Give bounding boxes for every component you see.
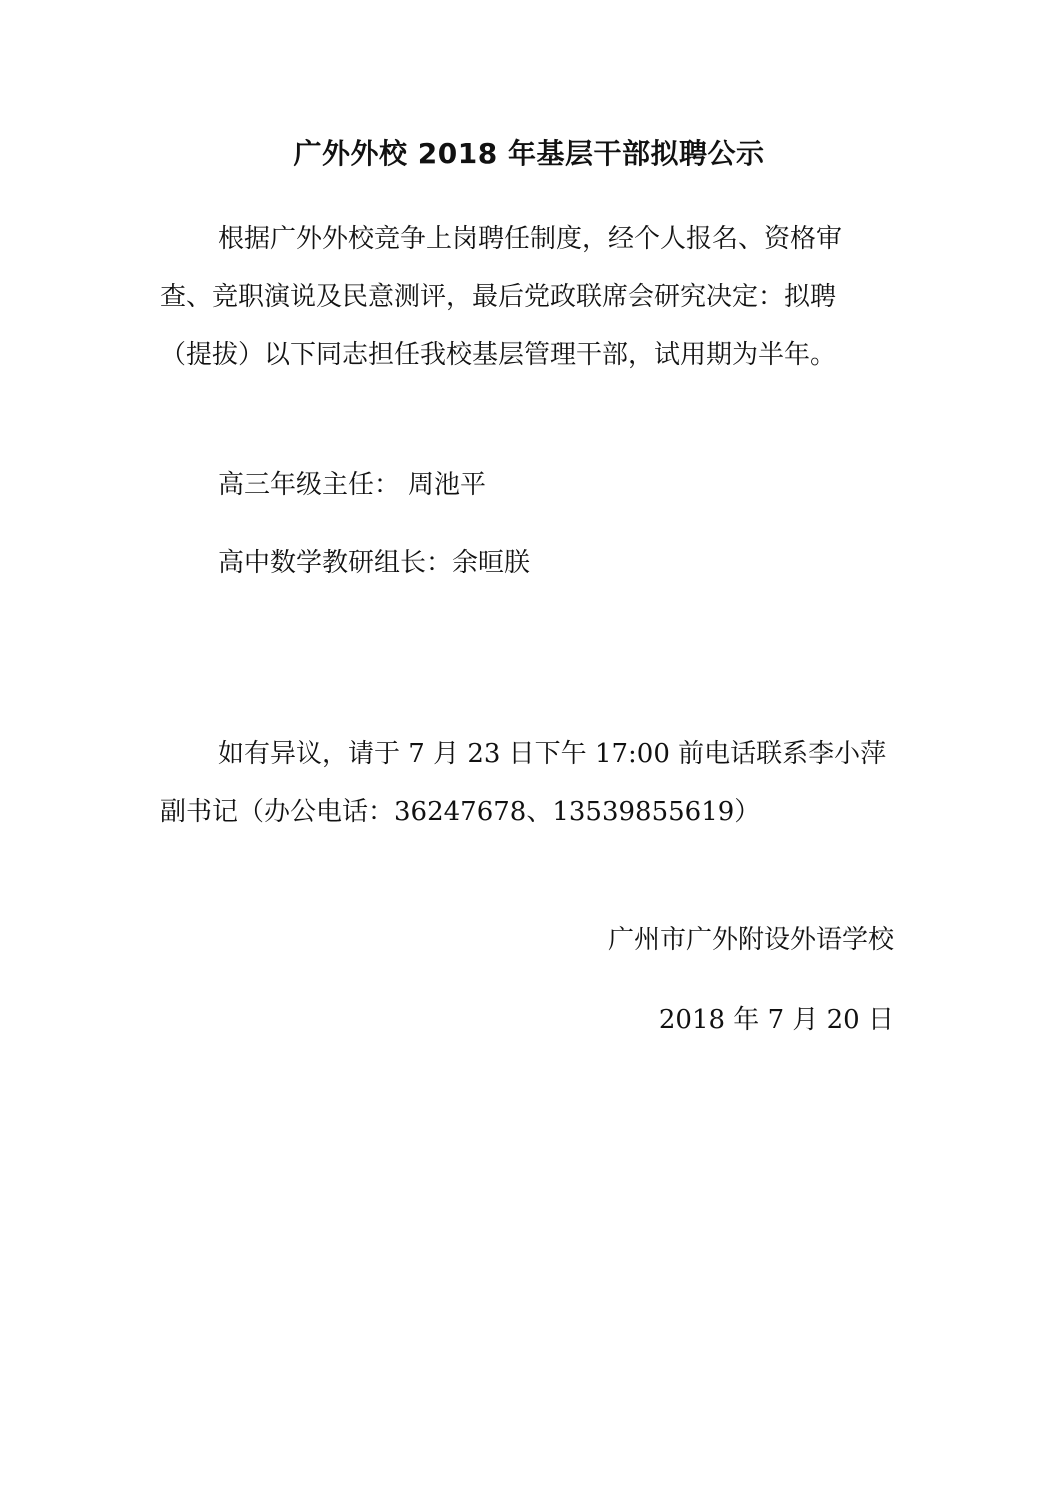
appointment-name: 余晅朕 xyxy=(452,548,531,578)
signature-organization: 广州市广外附设外语学校 xyxy=(607,925,894,955)
signature-date: 2018 年 7 月 20 日 xyxy=(658,1005,894,1035)
appointment-position: 高中数学教研组长： xyxy=(218,548,453,578)
appointment-line-1 xyxy=(218,468,486,502)
appointment-name: 周池平 xyxy=(408,470,487,500)
document-title: 广外外校 2018 年基层干部拟聘公示 xyxy=(293,137,765,170)
intro-paragraph: 根据广外外校竞争上岗聘任制度，经个人报名、资格审查、竞职演说及民意测评，最后党政联席会研究决定：拟聘（提拔）以下同志担任我校基层管理干部，试用期为半年。 xyxy=(160,224,843,370)
appointment-line-2 xyxy=(218,546,530,580)
appointment-position: 高三年级主任： xyxy=(218,470,401,500)
objection-paragraph: 如有异议，请于 7 月 23 日下午 17:00 前电话联系李小萍副书记（办公电话：36247678、13539855619） xyxy=(160,739,887,827)
